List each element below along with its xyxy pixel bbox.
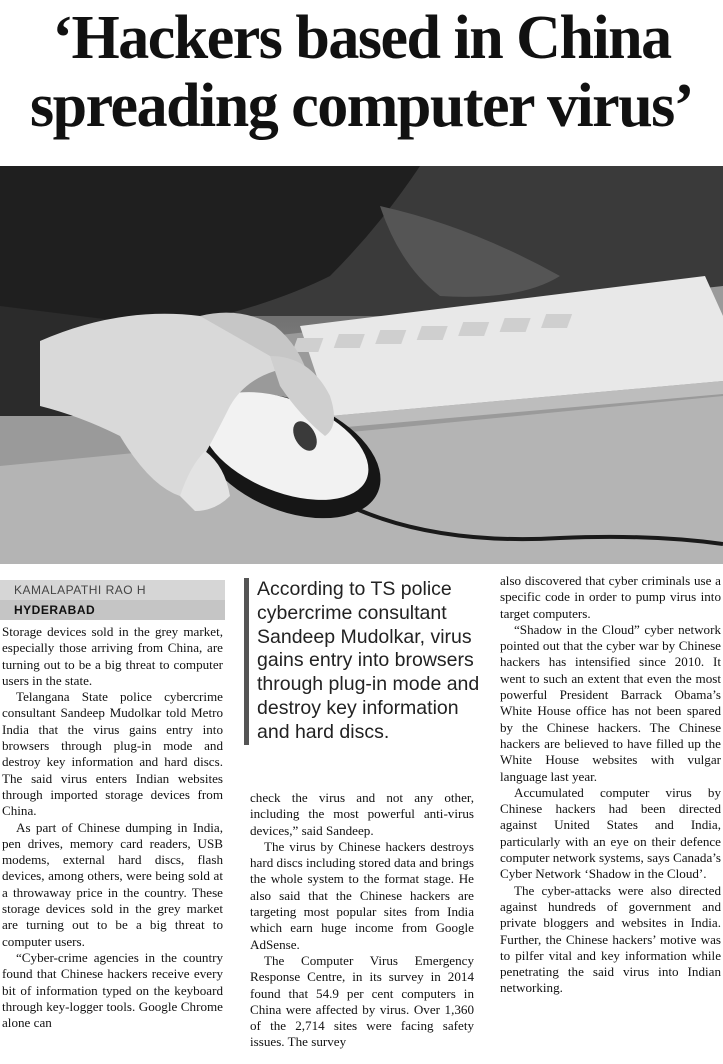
article-column-2 [250, 790, 474, 1051]
paragraph: Storage devices sold in the grey market, especially those arriving from China, are turning out to be a big threat to computer users in the state. [2, 624, 223, 688]
article-column-1 [2, 624, 223, 1031]
paragraph: “Shadow in the Cloud” cyber network pointed out that the cyber war by Chinese hackers has intensified since 2010. It went to such an extent that even the most powerful President Barrack Obama’s White House office has not been spared by the Chinese hackers. The Chinese hackers are believed to have filled up the White House websites with vulgar language last year. [500, 621, 721, 784]
paragraph: Accumulated computer virus by Chinese hackers had been directed against United States and India, particularly with an eye on their defence computer network systems, says Canada’s Cyber Network ‘Shadow in the Cloud’. [500, 784, 721, 882]
byline-place: HYDERABAD [0, 600, 225, 620]
paragraph: The cyber-attacks were also directed against hundreds of government and private bloggers and websites in India. Further, the Chinese hackers’ motive was to pilfer vital and key information while penetrating the said virus into Indian networking. [500, 882, 721, 996]
pull-quote: According to TS police cybercrime consultant Sandeep Mudolkar, virus gains entry into browsers through plug-in mode and destroy key information and hard discs. [244, 578, 489, 745]
paragraph: The Computer Virus Emergency Response Centre, in its survey in 2014 found that 54.9 per cent computers in China were affected by virus. Over 1,360 of the 2,714 sites were facing safety issues. The survey [250, 952, 474, 1050]
paragraph: also discovered that cyber criminals use a specific code in order to pump virus into target computers. [500, 573, 721, 621]
paragraph: As part of Chinese dumping in India, pen drives, memory card readers, USB modems, external hard discs, flash devices, among others, were being sold at a throwaway price in the country. These storage devices sold in the grey market are turning out to be a big threat to computer users. [2, 819, 223, 949]
article-column-3 [500, 573, 721, 997]
headline-line-2: spreading computer virus’ [30, 72, 693, 140]
paragraph: Telangana State police cybercrime consultant Sandeep Mudolkar told Metro India that the virus gains entry into browsers through plug-in mode and destroy key information and hard discs. The said virus enters Indian websites through imported storage devices from China. [2, 689, 223, 819]
headline-line-1: ‘Hackers based in China [52, 4, 671, 72]
hand-on-mouse-illustration [0, 166, 723, 564]
byline-author: KAMALAPATHI RAO H [0, 580, 225, 600]
headline [0, 4, 723, 140]
paragraph: “Cyber-crime agencies in the country found that Chinese hackers receive every bit of information typed on the keyboard through key-logger tools. Google Chrome alone can [2, 949, 223, 1031]
paragraph: The virus by Chinese hackers destroys hard discs including stored data and brings the whole system to the format stage. He also said that the Chinese hackers are targeting most popular sites from India which earn huge income from Google AdSense. [250, 838, 475, 952]
paragraph: check the virus and not any other, including the most powerful anti-virus devices,” said Sandeep. [250, 790, 474, 838]
article-photo [0, 166, 723, 564]
